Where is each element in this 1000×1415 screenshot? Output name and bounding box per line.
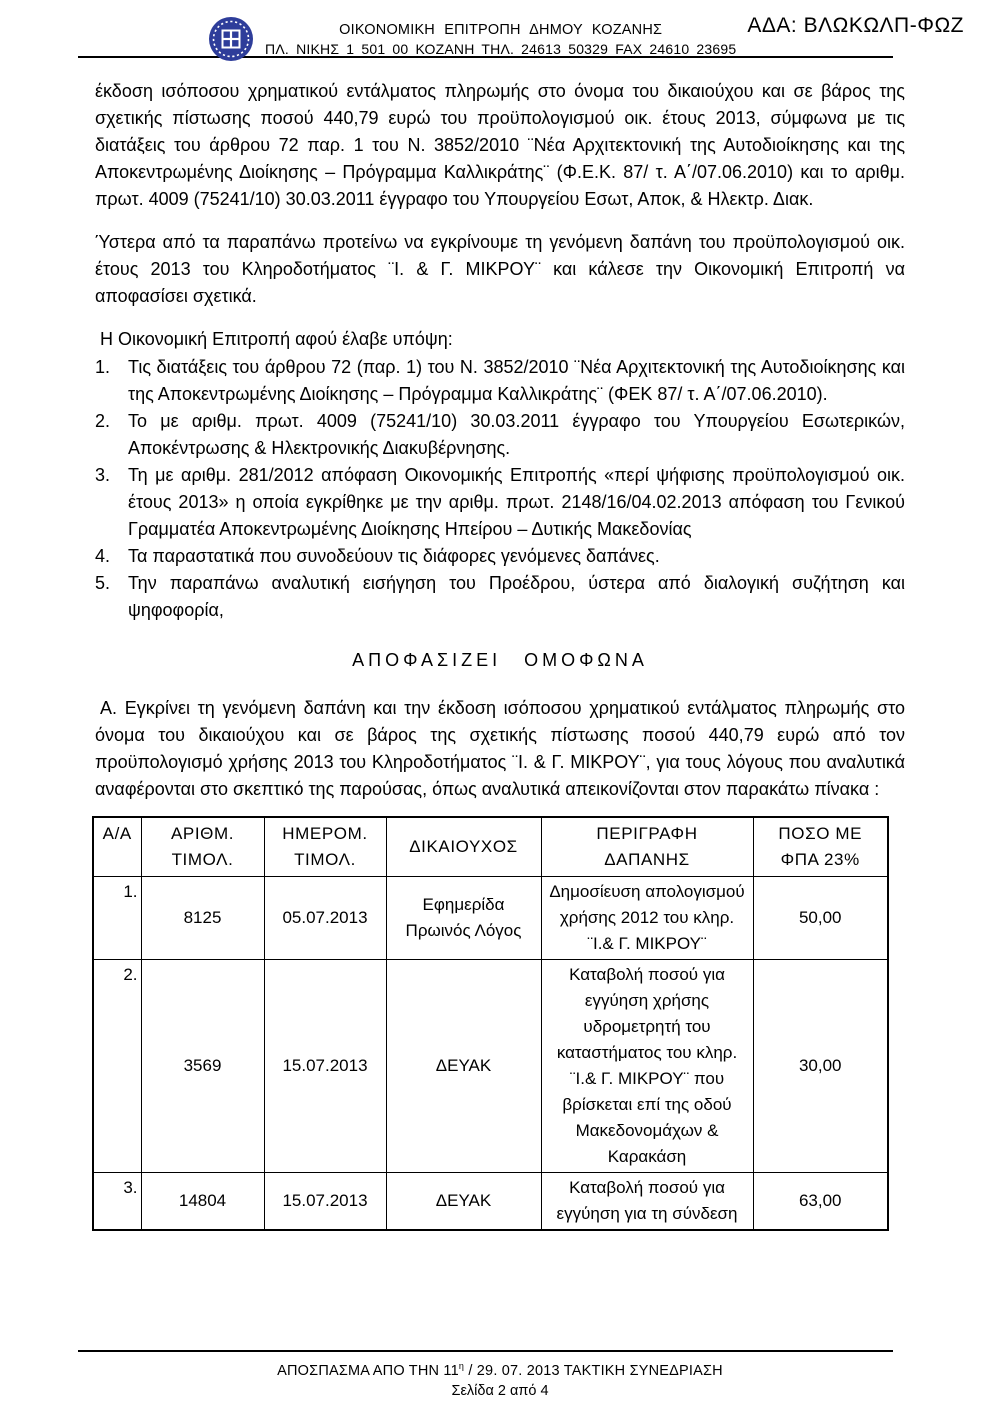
cell-invoice-date: 05.07.2013	[264, 877, 386, 960]
cell-beneficiary: Εφημερίδα Πρωινός Λόγος	[386, 877, 541, 960]
ada-code: ΑΔΑ: ΒΛΩΚΩΛΠ-ΦΩΖ	[747, 14, 964, 37]
list-item-text: Τα παραστατικά που συνοδεύουν τις διάφορες γενόμενες δαπάνες.	[128, 546, 660, 566]
cell-invoice-date: 15.07.2013	[264, 960, 386, 1173]
cell-beneficiary: ΔΕΥΑΚ	[386, 1173, 541, 1231]
cell-beneficiary: ΔΕΥΑΚ	[386, 960, 541, 1173]
list-item-number: 2.	[95, 411, 111, 431]
cell-invoice-no: 14804	[141, 1173, 264, 1231]
municipality-emblem-icon	[208, 16, 254, 62]
list-item	[95, 462, 905, 543]
expenses-table-header	[93, 817, 888, 877]
list-item-number: 5.	[95, 573, 111, 593]
paragraph-expense-basis: έκδοση ισόποσου χρηματικού εντάλματος πληρωμής στο όνομα του δικαιούχου και σε βάρος της σχετικής πίστωσης ποσού 440,79 ευρώ του προϋπολογισμού οικ. έτους 2013, σύμφωνα με τις διατάξεις του άρθρου 72 παρ. 1 του Ν. 3852/2010 ¨Νέα Αρχιτεκτονική της Αυτοδιοίκησης και της Αποκεντρωμένης Διοίκησης – Πρόγραμμα Καλλικράτης¨ (Φ.Ε.Κ. 87/ τ. Α΄/07.06.2010) και το αριθμ. πρωτ. 4009 (75241/10) 30.03.2011 έγγραφο του Υπουργείου Εσωτ, Αποκ, & Ηλεκτρ. Διακ.	[95, 81, 905, 209]
expenses-table	[92, 816, 889, 1231]
list-item	[95, 408, 905, 462]
column-header-description: ΠΕΡΙΓΡΑΦΗ ΔΑΠΑΝΗΣ	[541, 817, 753, 877]
document-body	[0, 78, 1000, 1231]
cell-description: Δημοσίευση απολογισμού χρήσης 2012 του κληρ. ¨Ι.& Γ. ΜΙΚΡΟΥ¨	[541, 877, 753, 960]
footer-page-number: Σελίδα 2 από 4	[451, 1383, 549, 1399]
organization-address: ΠΛ. ΝΙΚΗΣ 1 501 00 ΚΟΖΑΝΗ ΤΗΛ. 24613 50329 FAX 24610 23695	[265, 41, 737, 57]
cell-aa: 3.	[93, 1173, 141, 1231]
considering-list	[95, 354, 905, 624]
column-header-invoice-date: ΗΜΕΡΟΜ. ΤΙΜΟΛ.	[264, 817, 386, 877]
list-item	[95, 543, 905, 570]
column-header-invoice-no: ΑΡΙΘΜ. ΤΙΜΟΛ.	[141, 817, 264, 877]
decision-heading: ΑΠΟΦΑΣΙΖΕΙ ΟΜΟΦΩΝΑ	[352, 650, 648, 670]
cell-invoice-no: 8125	[141, 877, 264, 960]
column-header-amount: ΠΟΣΟ ΜΕ ΦΠΑ 23%	[753, 817, 888, 877]
organization-block	[254, 14, 747, 59]
column-header-aa: Α/Α	[93, 817, 141, 877]
list-item-number: 4.	[95, 546, 111, 566]
cell-aa: 1.	[93, 877, 141, 960]
organization-name: ΟΙΚΟΝΟΜΙΚΗ ΕΠΙΤΡΟΠΗ ΔΗΜΟΥ ΚΟΖΑΝΗΣ	[339, 22, 663, 38]
cell-aa: 2.	[93, 960, 141, 1173]
ordinal-superscript: η	[458, 1361, 465, 1372]
page-header	[0, 0, 1000, 56]
table-row	[93, 877, 888, 960]
list-item-text: Την παραπάνω αναλυτική εισήγηση του Προέδρου, ύστερα από διαλογική συζήτηση και ψηφοφορία,	[128, 573, 905, 620]
cell-invoice-no: 3569	[141, 960, 264, 1173]
cell-description: Καταβολή ποσού για εγγύηση για τη σύνδεση	[541, 1173, 753, 1231]
cell-description: Καταβολή ποσού για εγγύηση χρήσης υδρομετρητή του καταστήματος του κληρ. ¨Ι.& Γ. ΜΙΚΡΟΥ¨ που βρίσκεται επί της οδού Μακεδονομάχων & Καρακάση	[541, 960, 753, 1173]
cell-amount: 50,00	[753, 877, 888, 960]
list-item-text: Τη με αριθμ. 281/2012 απόφαση Οικονομικής Επιτροπής «περί ψήφισης προϋπολογισμού οικ. έτους 2013» η οποία εγκρίθηκε με την αριθμ. πρωτ. 2148/16/04.02.2013 απόφαση του Γενικού Γραμματέα Αποκεντρωμένης Διοίκησης Ηπείρου – Δυτικής Μακεδονίας	[128, 465, 905, 539]
considering-intro: Η Οικονομική Επιτροπή αφού έλαβε υπόψη:	[100, 329, 453, 349]
cell-amount: 63,00	[753, 1173, 888, 1231]
column-header-beneficiary: ΔΙΚΑΙΟΥΧΟΣ	[386, 817, 541, 877]
footer-divider	[78, 1350, 893, 1352]
table-row	[93, 1173, 888, 1231]
list-item-text: Το με αριθμ. πρωτ. 4009 (75241/10) 30.03.2011 έγγραφο του Υπουργείου Εσωτερικών, Αποκέντρωσης & Ηλεκτρονικής Διακυβέρνησης.	[128, 411, 905, 458]
footer-session-line: ΑΠΟΣΠΑΣΜΑ ΑΠΟ ΤΗΝ $11^\eta / 29$. 07. 2013 ΤΑΚΤΙΚΗ ΣΥΝΕΔΡΙΑΣΗ	[277, 1361, 723, 1379]
list-item	[95, 570, 905, 624]
paragraph-proposal: Ύστερα από τα παραπάνω προτείνω να εγκρίνουμε τη γενόμενη δαπάνη του προϋπολογισμού οικ. έτους 2013 του Κληροδοτήματος ¨Ι. & Γ. ΜΙΚΡΟΥ¨ και κάλεσε την Οικονομική Επιτροπή να αποφασίσει σχετικά.	[95, 232, 905, 306]
paragraph-approval: Α. Εγκρίνει τη γενόμενη δαπάνη και την έκδοση ισόποσου χρηματικού εντάλματος πληρωμής στο όνομα του δικαιούχου και σε βάρος της σχετικής πίστωσης ποσού 440,79 ευρώ από τον προϋπολογισμό χρήσης 2013 του Κληροδοτήματος ¨Ι. & Γ. ΜΙΚΡΟΥ¨, για τους λόγους που αναλυτικά αναφέρονται στο σκεπτικό της παρούσας, όπως αναλυτικά απεικονίζονται στον παρακάτω πίνακα :	[95, 698, 905, 799]
list-item-number: 3.	[95, 465, 111, 485]
cell-invoice-date: 15.07.2013	[264, 1173, 386, 1231]
page-footer	[0, 1350, 1000, 1401]
list-item-number: 1.	[95, 357, 111, 377]
cell-amount: 30,00	[753, 960, 888, 1173]
list-item-text: Τις διατάξεις του άρθρου 72 (παρ. 1) του Ν. 3852/2010 ¨Νέα Αρχιτεκτονική της Αυτοδιοίκησης και της Αποκεντρωμένης Διοίκησης – Πρόγραμμα Καλλικράτης¨ (ΦΕΚ 87/ τ. Α΄/07.06.2010).	[128, 357, 905, 404]
table-row	[93, 960, 888, 1173]
list-item	[95, 354, 905, 408]
